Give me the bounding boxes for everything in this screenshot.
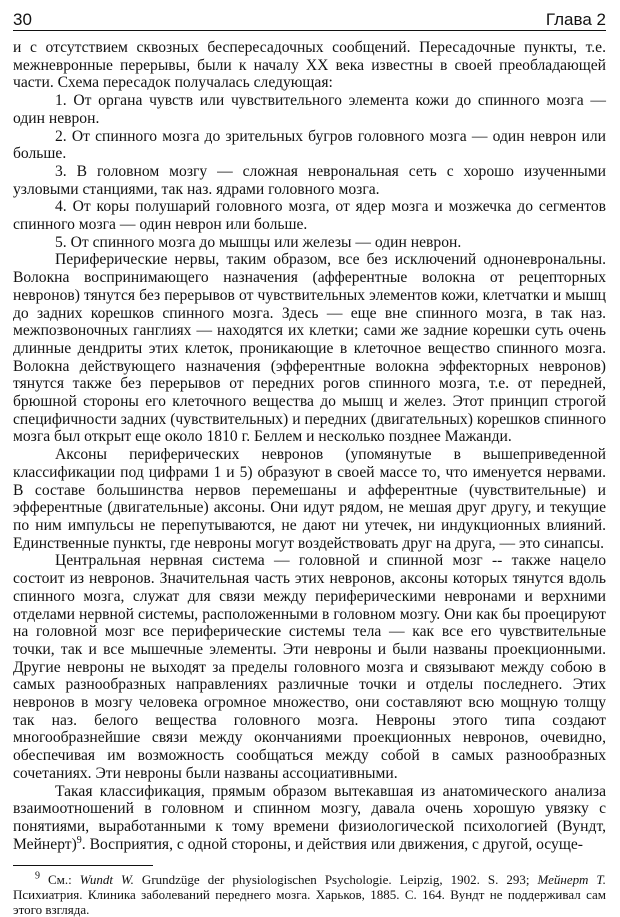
footnote bbox=[13, 872, 606, 917]
footnote-text: Grundzüge der physiologischen Psychologie. Leipzig, 1902. S. 293; bbox=[133, 872, 538, 887]
paragraph: 2. От спинного мозга до зрительных бугров головного мозга — один неврон или больше. bbox=[13, 127, 606, 163]
paragraph: 1. От органа чувств или чувствительного элемента кожи до спинного мозга — один неврон. bbox=[13, 92, 606, 127]
paragraph: Центральная нервная система — головной и спинной мозг -- также нацело состоит из невронов. Значительная часть этих невронов, аксоны которых тянутся вдоль спинного мозга, служат для связи между периферическими невронами и верхними отделами нервной системы, расположенными в головном мозгу. Они как бы проецируют на головной мозг все периферические системы тела — как все его чувствительные точки, так и все мышечные элементы. Эти невроны и были названы проекционными. Другие невроны не выходят за пределы головного мозга и связывают между собою в самых разнообразных направлениях различные точки и отделы последнего. Этих невронов в мозгу человека огромное множество, они составляют всю мощную толщу так наз. белого вещества головного мозга. Невроны этого типа создают многообразнейшие связи между окончаниями проекционных невронов, очевидно, обеспечивая им возможность сообщаться между собой в самых разнообразных сочетаниях. Эти невроны были названы ассоциативными. bbox=[13, 552, 606, 782]
chapter-title: Глава 2 bbox=[545, 10, 606, 29]
paragraph: Периферические нервы, таким образом, все без исключений одноневрональны. Волокна воспринимающего назначения (афферентные волокна от рецепторных невронов) тянутся без перерывов от чувствительных элементов кожи, клетчатки и мышц до задних корешков спинного мозга. Здесь — еще вне спинного мозга, в так наз. межпозвоночных ганглиях — находятся их клетки; сами же задние корешки суть очень длинные дендриты этих клеток, проникающие в клеточное вещество спинного мозга. Волокна действующего назначения (эфферентные волокна эффекторных невронов) тянутся также без перерывов от передних рогов спинного мозга, т.е. от передней, брюшной стороны его клеточного вещества до мышц и желез. Этот принцип строгой специфичности задних (чувствительных) и передних (двигательных) корешков спинного мозга был открыт еще около 1810 г. Беллем и несколько позднее Мажанди. bbox=[13, 251, 606, 446]
header-rule bbox=[13, 30, 606, 31]
paragraph-text: Такая классификация, прямым образом вытекавшая из анатомического анализа взаимоотношений в головном и спинном мозгу, давала очень хорошую увязку с понятиями, выработанными к тому времени физиологической психологией (Вундт, Мейнерт) bbox=[13, 782, 606, 853]
running-head bbox=[13, 6, 606, 30]
footnote-reference[interactable]: 9 bbox=[76, 834, 82, 846]
footnote-text: См.: bbox=[40, 872, 80, 887]
footnote-text: Психиатрия. Клиника заболеваний переднего мозга. Харьков, 1885. С. 164. Вундт не поддерживал сам этого взгляда. bbox=[13, 887, 606, 917]
paragraph: и с отсутствием сквозных беспересадочных сообщений. Пересадочные пункты, т.е. межневронные перерывы, были к началу XX века известны в своей преобладающей части. Схема пересадок получалась следующая: bbox=[13, 39, 606, 92]
footnote-author: Wundt W. bbox=[79, 872, 134, 887]
page-number: 30 bbox=[13, 10, 32, 29]
paragraph bbox=[13, 783, 606, 854]
paragraph-text: . Восприятия, с одной стороны, и действия или движения, с другой, осуще- bbox=[81, 835, 583, 853]
paragraph: 3. В головном мозгу — сложная неврональная сеть с хорошо изученными узловыми станциями, так наз. ядрами головного мозга. bbox=[13, 162, 606, 198]
body-text bbox=[13, 39, 606, 853]
paragraph: 5. От спинного мозга до мышцы или железы — один неврон. bbox=[55, 233, 462, 251]
footnote-author: Мейнерт Т. bbox=[537, 872, 607, 887]
paragraph: Аксоны периферических невронов (упомянутые в вышеприведенной классификации под цифрами 1 и 5) образуют в своей массе то, что именуется нервами. В составе большинства нервов перемешаны и афферентные (чувствительные) и эфферентные (двигательные) аксоны. Они идут рядом, не мешая друг другу, и текущие по ним импульсы не перепутываются, не дают ни утечек, ни индукционных влияний. Единственные пункты, где невроны могут воздействовать друг на друга, — это синапсы. bbox=[13, 446, 606, 552]
footnote-rule bbox=[13, 865, 153, 866]
footnote-marker: 9 bbox=[35, 870, 40, 882]
paragraph: 4. От коры полушарий головного мозга, от ядер мозга и мозжечка до сегментов спинного мозга — один неврон или больше. bbox=[13, 198, 606, 234]
